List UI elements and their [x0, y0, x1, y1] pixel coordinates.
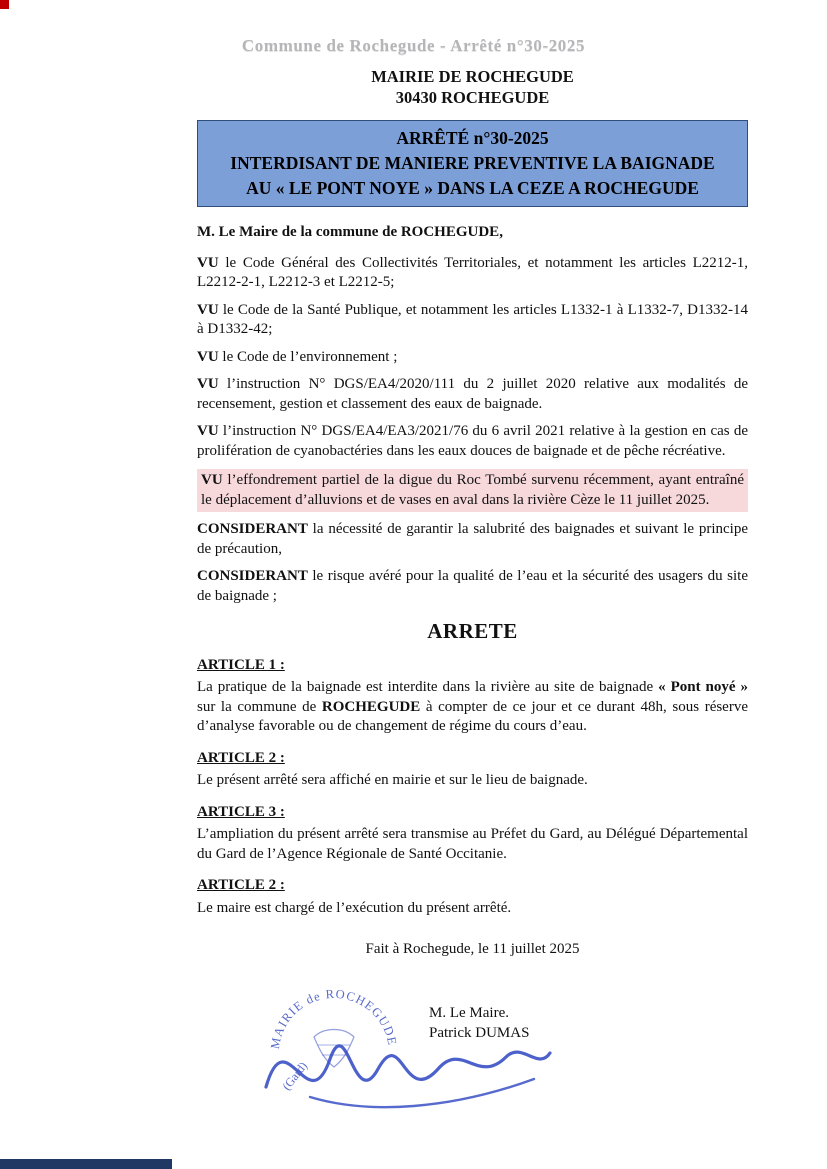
clause-text: le Code de l’environnement ;	[218, 348, 398, 365]
vu-clause	[197, 375, 748, 414]
clause-lead: CONSIDERANT	[197, 568, 308, 585]
article-3	[197, 803, 748, 865]
text-segment: La pratique de la baignade est interdite dans la rivière au site de baignade	[197, 679, 659, 696]
text-segment: L’ampliation du présent arrêté sera transmise au Préfet du Gard, au Délégué Départemental du Gard de l’Agence Régionale de Santé Occitanie.	[197, 826, 748, 862]
mayor-stamp-icon	[252, 975, 552, 1115]
decree-body	[197, 223, 748, 1124]
clause-text: le Code de la Santé Publique, et notamment les articles L1332-1 à L1332-7, D1332-14 à D1332-42;	[197, 301, 748, 338]
considerant-clause	[197, 567, 748, 606]
article-1	[197, 656, 748, 737]
clause-text: l’effondrement partiel de la digue du Roc Tombé survenu récemment, ayant entraîné le déplacement d’alluvions et de vases en aval dans la rivière Cèze le 11 juillet 2025.	[201, 472, 744, 508]
vu-clause-highlighted	[197, 469, 748, 512]
clause-lead: VU	[197, 301, 219, 318]
article-body	[197, 899, 748, 919]
clause-text: le Code Général des Collectivités Territoriales, et notamment les articles L2212-1, L2212-2-1, L2212-3 et L2212-5;	[197, 254, 748, 291]
vu-clause	[197, 301, 748, 340]
banner-line-number: ARRÊTÉ n°30-2025	[396, 128, 549, 149]
article-2	[197, 749, 748, 791]
decree-title-banner	[197, 120, 748, 207]
article-body	[197, 825, 748, 864]
clause-text: l’instruction N° DGS/EA4/EA3/2021/76 du 6 avril 2021 relative à la gestion en cas de prolifération de cyanobactéries dans les eaux douces de baignade et de pêche récréative.	[197, 423, 748, 459]
intro-line: M. Le Maire de la commune de ROCHEGUDE,	[197, 224, 503, 241]
signer-title: M. Le Maire.	[429, 1004, 509, 1021]
article-heading: ARTICLE 2 :	[197, 749, 285, 766]
article-heading: ARTICLE 2 :	[197, 877, 285, 894]
text-segment: à compter de ce jour et ce durant 48h, sous réserve d’analyse favorable ou de changement de régime du cours d’eau.	[197, 698, 748, 735]
signer-block	[429, 1003, 529, 1044]
signature-scrawl	[266, 1045, 550, 1086]
vu-clause	[197, 254, 748, 293]
letterhead	[197, 66, 748, 108]
clause-lead: VU	[197, 423, 219, 440]
running-header: Commune de Rochegude - Arrêté n°30-2025	[241, 36, 586, 55]
scan-artifact-red-square	[0, 0, 9, 9]
scan-artifact-bottom-bar	[0, 1159, 172, 1169]
place-and-date: Fait à Rochegude, le 11 juillet 2025	[365, 941, 580, 958]
stamp-signature-graphic	[252, 975, 552, 1115]
text-segment: sur la commune de	[197, 698, 322, 715]
text-segment: ROCHEGUDE	[321, 698, 421, 715]
content-column	[197, 66, 748, 1125]
clause-lead: VU	[197, 376, 219, 393]
article-heading: ARTICLE 3 :	[197, 803, 285, 820]
clause-lead: VU	[201, 472, 223, 489]
signature-flourish	[310, 1079, 534, 1107]
signer-name: Patrick DUMAS	[429, 1024, 530, 1041]
clause-text: l’instruction N° DGS/EA4/2020/111 du 2 juillet 2020 relative aux modalités de recensement, gestion et classement des eaux de baignade.	[197, 376, 748, 412]
considerant-clause	[197, 520, 748, 559]
banner-line-location: AU « LE PONT NOYE » DANS LA CEZE A ROCHEGUDE	[246, 178, 699, 199]
clause-text: la nécessité de garantir la salubrité des baignades et suivant le principe de précaution,	[197, 521, 748, 557]
article-body	[197, 771, 748, 791]
letterhead-postal: 30430 ROCHEGUDE	[395, 88, 550, 108]
banner-line-subject: INTERDISANT DE MANIERE PREVENTIVE LA BAIGNADE	[230, 153, 715, 174]
vu-clause	[197, 422, 748, 461]
stamp-arc-text: MAIRIE de ROCHEGUDE	[267, 986, 400, 1050]
clause-text: le risque avéré pour la qualité de l’eau et la sécurité des usagers du site de baignade ;	[197, 568, 748, 604]
article-heading: ARTICLE 1 :	[197, 656, 285, 673]
letterhead-commune: MAIRIE DE ROCHEGUDE	[371, 67, 574, 86]
stamp-gard-text: (Gard)	[279, 1058, 311, 1093]
decision-title: ARRETE	[427, 619, 518, 644]
text-segment: « Pont noyé »	[658, 679, 749, 696]
text-segment: Le maire est chargé de l’exécution du présent arrêté.	[197, 899, 512, 916]
article-4	[197, 876, 748, 918]
clause-lead: VU	[197, 348, 219, 365]
clause-lead: CONSIDERANT	[197, 521, 308, 538]
clause-lead: VU	[197, 254, 219, 271]
signature-area	[197, 975, 748, 1125]
article-body	[197, 678, 748, 737]
text-segment: Le présent arrêté sera affiché en mairie et sur le lieu de baignade.	[197, 772, 588, 789]
vu-clause	[197, 348, 748, 368]
